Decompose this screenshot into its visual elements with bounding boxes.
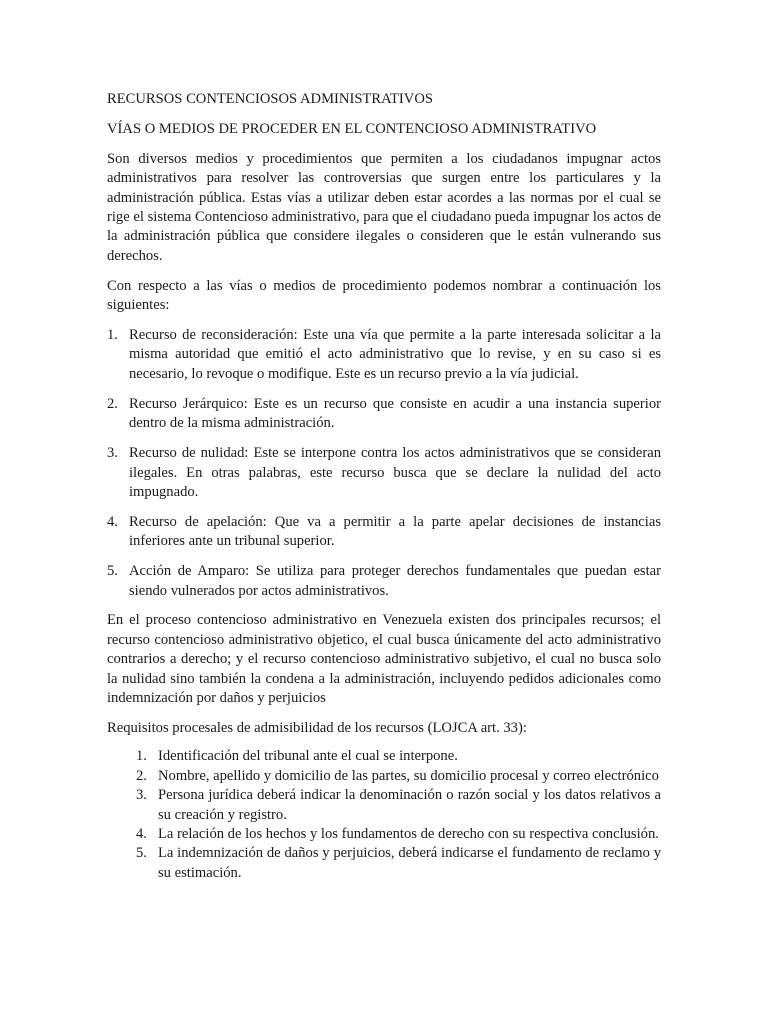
list-item [107, 395, 661, 434]
list-item-text: Recurso de reconsideración: Este una vía que permite a la parte interesada solicitar a la misma autoridad que emitió el acto administrativo que lo revise, y en su caso si es necesario, lo revoque o modifique. Este es un recurso previo a la vía judicial. [129, 327, 661, 382]
list-item-number: 5. [136, 845, 147, 862]
list-item-number: 2. [107, 395, 118, 412]
intro-paragraph: Son diversos medios y procedimientos que permiten a los ciudadanos impugnar actos administrativos para resolver las controversias que surgen entre los particulares y la administración pública. Estas vías a utilizar deben estar acordes a las normas por el cual se rige el sistema Contencioso administrativo, para que el ciudadano pueda impugnar los actos de la administración pública que considere ilegales o consideren que le están vulnerando sus derechos. [107, 150, 661, 264]
venezuela-paragraph: En el proceso contencioso administrativo en Venezuela existen dos principales recursos; el recurso contencioso administrativo objetico, el cual busca únicamente del acto administrativo contrarios a derecho; y el recurso contencioso administrativo subjetivo, el cual no busca solo la nulidad sino también la condena a la administración, incluyendo pedidos adicionales como indemnización por daños y perjuicios [107, 612, 661, 707]
list-item-text: Acción de Amparo: Se utiliza para proteger derechos fundamentales que puedan estar siendo vulnerados por actos administrativos. [129, 563, 661, 599]
list-item [107, 844, 661, 883]
document-title: RECURSOS CONTENCIOSOS ADMINISTRATIVOS [107, 91, 433, 107]
list-item-number: 3. [136, 787, 147, 804]
list-item-text: Recurso de apelación: Que va a permitir a la parte apelar decisiones de instancias inferiores ante un tribunal superior. [129, 513, 661, 550]
list-item-text: Persona jurídica deberá indicar la denominación o razón social y los datos relativos a su creación y registro. [158, 787, 661, 823]
list-item [107, 747, 661, 766]
list-item-number: 5. [107, 563, 118, 580]
list-item-number: 4. [107, 513, 118, 530]
list-item [107, 444, 661, 502]
list-item [107, 767, 661, 786]
document-page [107, 90, 661, 883]
list-item-text: Nombre, apellido y domicilio de las partes, su domicilio procesal y correo electrónico [158, 767, 659, 784]
list-item-number: 4. [136, 826, 147, 842]
requisitos-intro: Requisitos procesales de admisibilidad de los recursos (LOJCA art. 33): [107, 719, 527, 736]
list-item-number: 1. [107, 327, 118, 344]
list-item [107, 326, 661, 384]
list-item-text: Recurso Jerárquico: Este es un recurso que consiste en acudir a una instancia superior dentro de la misma administración. [129, 395, 661, 432]
document-subtitle: VÍAS O MEDIOS DE PROCEDER EN EL CONTENCIOSO ADMINISTRATIVO [107, 120, 597, 137]
list-item-number: 1. [136, 748, 147, 765]
list-item [107, 825, 661, 844]
list-item-text: Identificación del tribunal ante el cual se interpone. [158, 748, 458, 765]
list-item-number: 3. [107, 445, 118, 462]
list-item-text: La relación de los hechos y los fundamentos de derecho con su respectiva conclusión. [158, 826, 659, 842]
list-item-text: La indemnización de daños y perjuicios, deberá indicarse el fundamento de reclamo y su estimación. [158, 845, 661, 881]
list-item [107, 786, 661, 825]
list-item-text: Recurso de nulidad: Este se interpone contra los actos administrativos que se consideran ilegales. En otras palabras, este recurso busca que se declare la nulidad del acto impugnado. [129, 445, 661, 500]
list-intro-paragraph: Con respecto a las vías o medios de procedimiento podemos nombrar a continuación los siguientes: [107, 277, 661, 314]
list-item [107, 513, 661, 552]
list-item [107, 562, 661, 601]
vias-list [107, 326, 661, 601]
list-item-number: 2. [136, 767, 147, 784]
requisitos-list [107, 747, 661, 883]
